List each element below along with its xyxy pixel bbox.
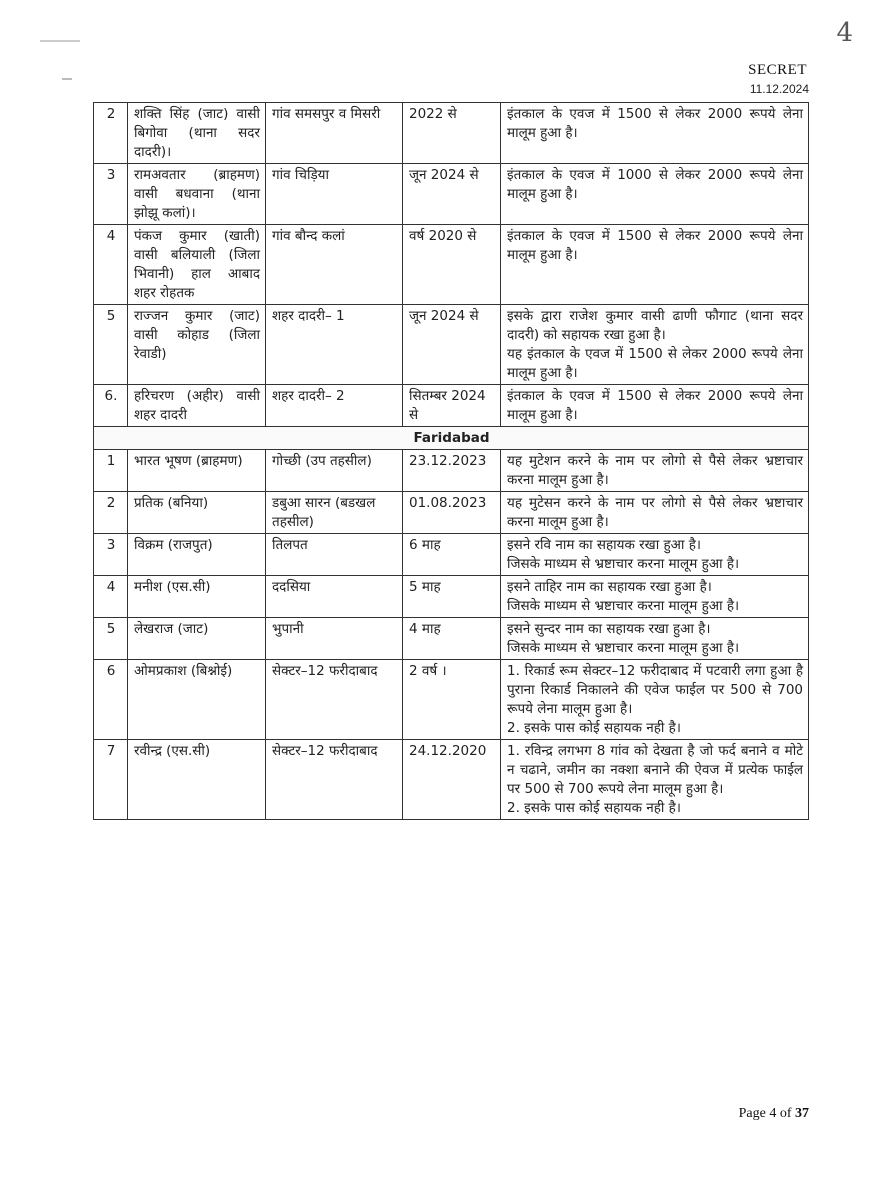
- posting-period: 2 वर्ष ।: [403, 660, 501, 740]
- posting-period: 6 माह: [403, 534, 501, 576]
- section-header: [94, 427, 809, 450]
- remarks-cell: [501, 740, 809, 820]
- posting-location: तिलपत: [266, 534, 403, 576]
- posting-location: शहर दादरी– 2: [266, 385, 403, 427]
- posting-period: जून 2024 से: [403, 305, 501, 385]
- table-row: [94, 660, 809, 740]
- posting-period: वर्ष 2020 से: [403, 225, 501, 305]
- serial-number: 2: [94, 492, 128, 534]
- remarks-cell: [501, 164, 809, 225]
- serial-number: 6: [94, 660, 128, 740]
- section-title: Faridabad: [94, 427, 809, 450]
- posting-period: जून 2024 से: [403, 164, 501, 225]
- document-date: 11.12.2024: [749, 82, 809, 96]
- official-name: प्रतिक (बनिया): [128, 492, 266, 534]
- posting-location: सेक्टर–12 फरीदाबाद: [266, 740, 403, 820]
- official-name: भारत भूषण (ब्राहमण): [128, 450, 266, 492]
- page-label: Page 4 of: [738, 1106, 792, 1121]
- remarks-cell: [501, 225, 809, 305]
- remark-line: इसने रवि नाम का सहायक रखा हुआ है।: [507, 537, 702, 553]
- official-name: पंकज कुमार (खाती) वासी बलियाली (जिला भिवानी) हाल आबाद शहर रोहतक: [128, 225, 266, 305]
- table-row: [94, 492, 809, 534]
- posting-period: 4 माह: [403, 618, 501, 660]
- table-row: [94, 385, 809, 427]
- remarks-cell: [501, 492, 809, 534]
- table-row: [94, 618, 809, 660]
- posting-period: 01.08.2023: [403, 492, 501, 534]
- official-name: मनीश (एस.सी): [128, 576, 266, 618]
- official-name: हरिचरण (अहीर) वासी शहर दादरी: [128, 385, 266, 427]
- section-row: [94, 427, 809, 450]
- serial-number: 5: [94, 618, 128, 660]
- serial-number: 5: [94, 305, 128, 385]
- serial-number: 6.: [94, 385, 128, 427]
- posting-location: गांव चिड़िया: [266, 164, 403, 225]
- remark-line: 1. रविन्द्र लगभग 8 गांव को देखता है जो फर्द बनाने व मोटे न चढाने, जमीन का नक्शा बनाने की ऐवज में प्रत्येक फाईल पर 500 से 700 रूपये लेना मालूम हुआ है।: [507, 743, 803, 797]
- remarks-cell: [501, 618, 809, 660]
- page-footer: [739, 1106, 809, 1122]
- remark-line: यह मुटेसन करने के नाम पर लोगो से पैसे लेकर भ्रष्टाचार करना मालूम हुआ है।: [507, 495, 803, 530]
- table-row: [94, 225, 809, 305]
- posting-location: गांव समसपुर व मिसरी: [266, 103, 403, 164]
- remarks-cell: [501, 660, 809, 740]
- serial-number: 4: [94, 225, 128, 305]
- table-row: [94, 740, 809, 820]
- posting-location: शहर दादरी– 1: [266, 305, 403, 385]
- table-row: [94, 576, 809, 618]
- remark-line: 2. इसके पास कोई सहायक नही है।: [507, 720, 681, 736]
- table-row: [94, 450, 809, 492]
- serial-number: 2: [94, 103, 128, 164]
- table-body-faridabad: [94, 450, 809, 820]
- remark-line: यह इंतकाल के एवज में 1500 से लेकर 2000 रूपये लेना मालूम हुआ है।: [507, 346, 803, 381]
- serial-number: 3: [94, 164, 128, 225]
- posting-period: 5 माह: [403, 576, 501, 618]
- remark-line: इंतकाल के एवज में 1000 से लेकर 2000 रूपये लेना मालूम हुआ है।: [507, 167, 803, 202]
- serial-number: 1: [94, 450, 128, 492]
- remarks-cell: [501, 576, 809, 618]
- posting-location: गांव बौन्द कलां: [266, 225, 403, 305]
- officials-table: [93, 102, 809, 820]
- remark-line: जिसके माध्यम से भ्रष्टाचार करना मालूम हुआ है।: [507, 640, 740, 656]
- remark-line: इसने सुन्दर नाम का सहायक रखा हुआ है।: [507, 621, 711, 637]
- table-row: [94, 534, 809, 576]
- remark-line: जिसके माध्यम से भ्रष्टाचार करना मालूम हुआ है।: [507, 556, 740, 572]
- posting-period: 23.12.2023: [403, 450, 501, 492]
- official-name: रवीन्द्र (एस.सी): [128, 740, 266, 820]
- remark-line: यह मुटेशन करने के नाम पर लोगो से पैसे लेकर भ्रष्टाचार करना मालूम हुआ है।: [507, 453, 803, 488]
- official-name: शक्ति सिंह (जाट) वासी बिगोवा (थाना सदर दादरी)।: [128, 103, 266, 164]
- table-row: [94, 305, 809, 385]
- table-body-top: [94, 103, 809, 427]
- serial-number: 3: [94, 534, 128, 576]
- posting-period: 24.12.2020: [403, 740, 501, 820]
- posting-location: गोच्छी (उप तहसील): [266, 450, 403, 492]
- page-total: 37: [795, 1106, 809, 1121]
- remarks-cell: [501, 103, 809, 164]
- official-name: लेखराज (जाट): [128, 618, 266, 660]
- remark-line: जिसके माध्यम से भ्रष्टाचार करना मालूम हुआ है।: [507, 598, 740, 614]
- posting-location: सेक्टर–12 फरीदाबाद: [266, 660, 403, 740]
- official-name: विक्रम (राजपुत): [128, 534, 266, 576]
- posting-period: सितम्बर 2024 से: [403, 385, 501, 427]
- remarks-cell: [501, 534, 809, 576]
- posting-location: ददसिया: [266, 576, 403, 618]
- handwritten-page-number: 4: [836, 18, 853, 48]
- scan-artifact: [40, 40, 80, 42]
- official-name: ओमप्रकाश (बिश्नोई): [128, 660, 266, 740]
- serial-number: 7: [94, 740, 128, 820]
- scan-artifact: [62, 78, 72, 80]
- classification-label: SECRET: [748, 62, 807, 78]
- remark-line: इसके द्वारा राजेश कुमार वासी ढाणी फौगाट (थाना सदर दादरी) को सहायक रखा हुआ है।: [507, 308, 803, 343]
- table-row: [94, 164, 809, 225]
- remarks-cell: [501, 450, 809, 492]
- posting-location: डबुआ सारन (बडखल तहसील): [266, 492, 403, 534]
- remark-line: इंतकाल के एवज में 1500 से लेकर 2000 रूपये लेना मालूम हुआ है।: [507, 388, 803, 423]
- posting-location: भुपानी: [266, 618, 403, 660]
- posting-period: 2022 से: [403, 103, 501, 164]
- remarks-cell: [501, 385, 809, 427]
- serial-number: 4: [94, 576, 128, 618]
- remark-line: 2. इसके पास कोई सहायक नही है।: [507, 800, 681, 816]
- remark-line: इसने ताहिर नाम का सहायक रखा हुआ है।: [507, 579, 712, 595]
- official-name: राज्जन कुमार (जाट) वासी कोहाड (जिला रेवाडी): [128, 305, 266, 385]
- remark-line: इंतकाल के एवज में 1500 से लेकर 2000 रूपये लेना मालूम हुआ है।: [507, 228, 803, 263]
- remark-line: इंतकाल के एवज में 1500 से लेकर 2000 रूपये लेना मालूम हुआ है।: [507, 106, 803, 141]
- official-name: रामअवतार (ब्राहमण) वासी बधवाना (थाना झोझू कलां)।: [128, 164, 266, 225]
- table-row: [94, 103, 809, 164]
- remarks-cell: [501, 305, 809, 385]
- remark-line: 1. रिकार्ड रूम सेक्टर–12 फरीदाबाद में पटवारी लगा हुआ है पुराना रिकार्ड निकालने की एवेज फाईल पर 500 से 700 रूपये लेना मालूम हुआ है।: [507, 663, 803, 717]
